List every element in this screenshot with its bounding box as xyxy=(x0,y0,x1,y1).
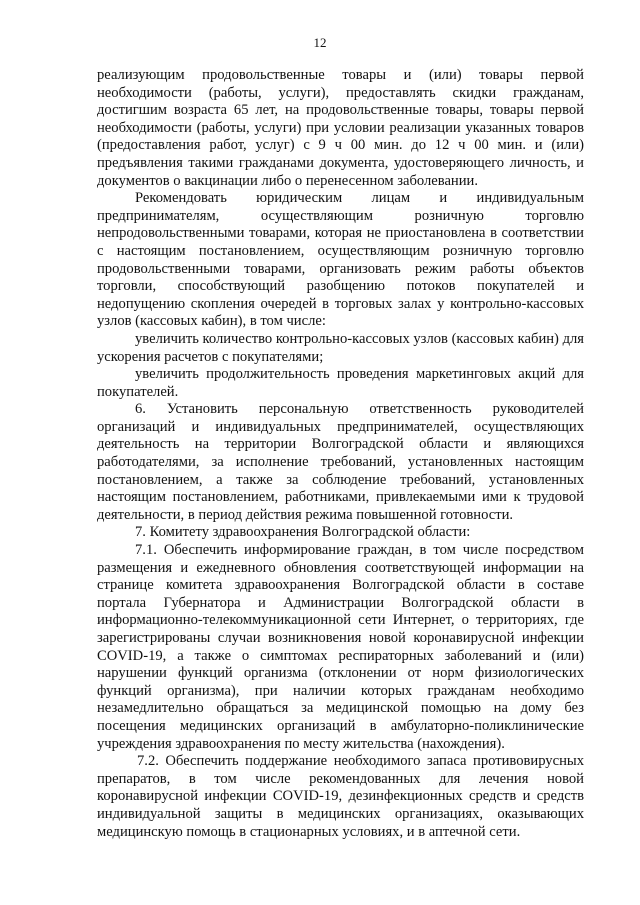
document-body xyxy=(97,67,584,841)
paragraph-discounts-continuation: реализующим продовольственные товары и (или) товары первой необходимости (работы, услуги), предоставлять скидки гражданам, достигшим возраста 65 лет, на продовольственные товары, товары первой необходимости (работы, услуги) при условии реализации указанных товаров (предоставления работ, услуг) с 9 ч 00 мин. до 12 ч 00 мин. и (или) предъявления такими гражданами документа, удостоверяющего личность, и документов о вакцинации либо о перенесенном заболевании. xyxy=(97,67,584,189)
paragraph-retail-recommendation: Рекомендовать юридическим лицам и индивидуальным предпринимателям, осуществляющим розничную торговлю непродовольственными товарами, которая не приостановлена в соответствии с настоящим постановлением, осуществляющим розничную торговлю продовольственными товарами, организовать режим работы объектов торговли, способствующий разобщению потоков покупателей и недопущению скопления очередей в торговых залах у контрольно-кассовых узлов (кассовых кабин), в том числе: xyxy=(97,190,584,330)
paragraph-item-7-1: 7.1. Обеспечить информирование граждан, в том числе посредством размещения и ежедневного обновления соответствующей информации на странице комитета здравоохранения Волгоградской области в составе портала Губернатора и Администрации Волгоградской области в информационно-телекоммуникационной сети Интернет, о территориях, где зарегистрированы случаи возникновения новой коронавирусной инфекции COVID-19, а также о симптомах респираторных заболеваний и (или) нарушении функций организма (отклонении от норм физиологических функций организма), при наличии которых гражданам необходимо незамедлительно обращаться за медицинской помощью на дому без посещения медицинских организаций в амбулаторно-поликлинические учреждения здравоохранения по месту жительства (нахождения). xyxy=(97,542,584,752)
paragraph-cashier-increase: увеличить количество контрольно-кассовых узлов (кассовых кабин) для ускорения расчетов с покупателями; xyxy=(97,330,584,365)
paragraph-item-7-heading: 7. Комитету здравоохранения Волгоградской области: xyxy=(135,524,471,541)
paragraph-item-7-2: 7.2. Обеспечить поддержание необходимого запаса противовирусных препаратов, в том числе рекомендованных для лечения новой коронавирусной инфекции COVID-19, дезинфекционных средств и средств индивидуальной защиты в медицинских организациях, оказывающих медицинскую помощь в стационарных условиях, и в аптечной сети. xyxy=(97,753,584,840)
page-number: 12 xyxy=(313,35,327,50)
paragraph-marketing-duration: увеличить продолжительность проведения маркетинговых акций для покупателей. xyxy=(97,366,584,400)
paragraph-item-6-responsibility: 6. Установить персональную ответственность руководителей организаций и индивидуальных предпринимателей, осуществляющих деятельность на территории Волгоградской области и являющихся работодателями, за исполнение требований, установленных настоящим постановлением, а также за соблюдение требований, установленных настоящим постановлением, работниками, привлекаемыми ими к трудовой деятельности, в период действия режима повышенной готовности. xyxy=(97,401,584,523)
